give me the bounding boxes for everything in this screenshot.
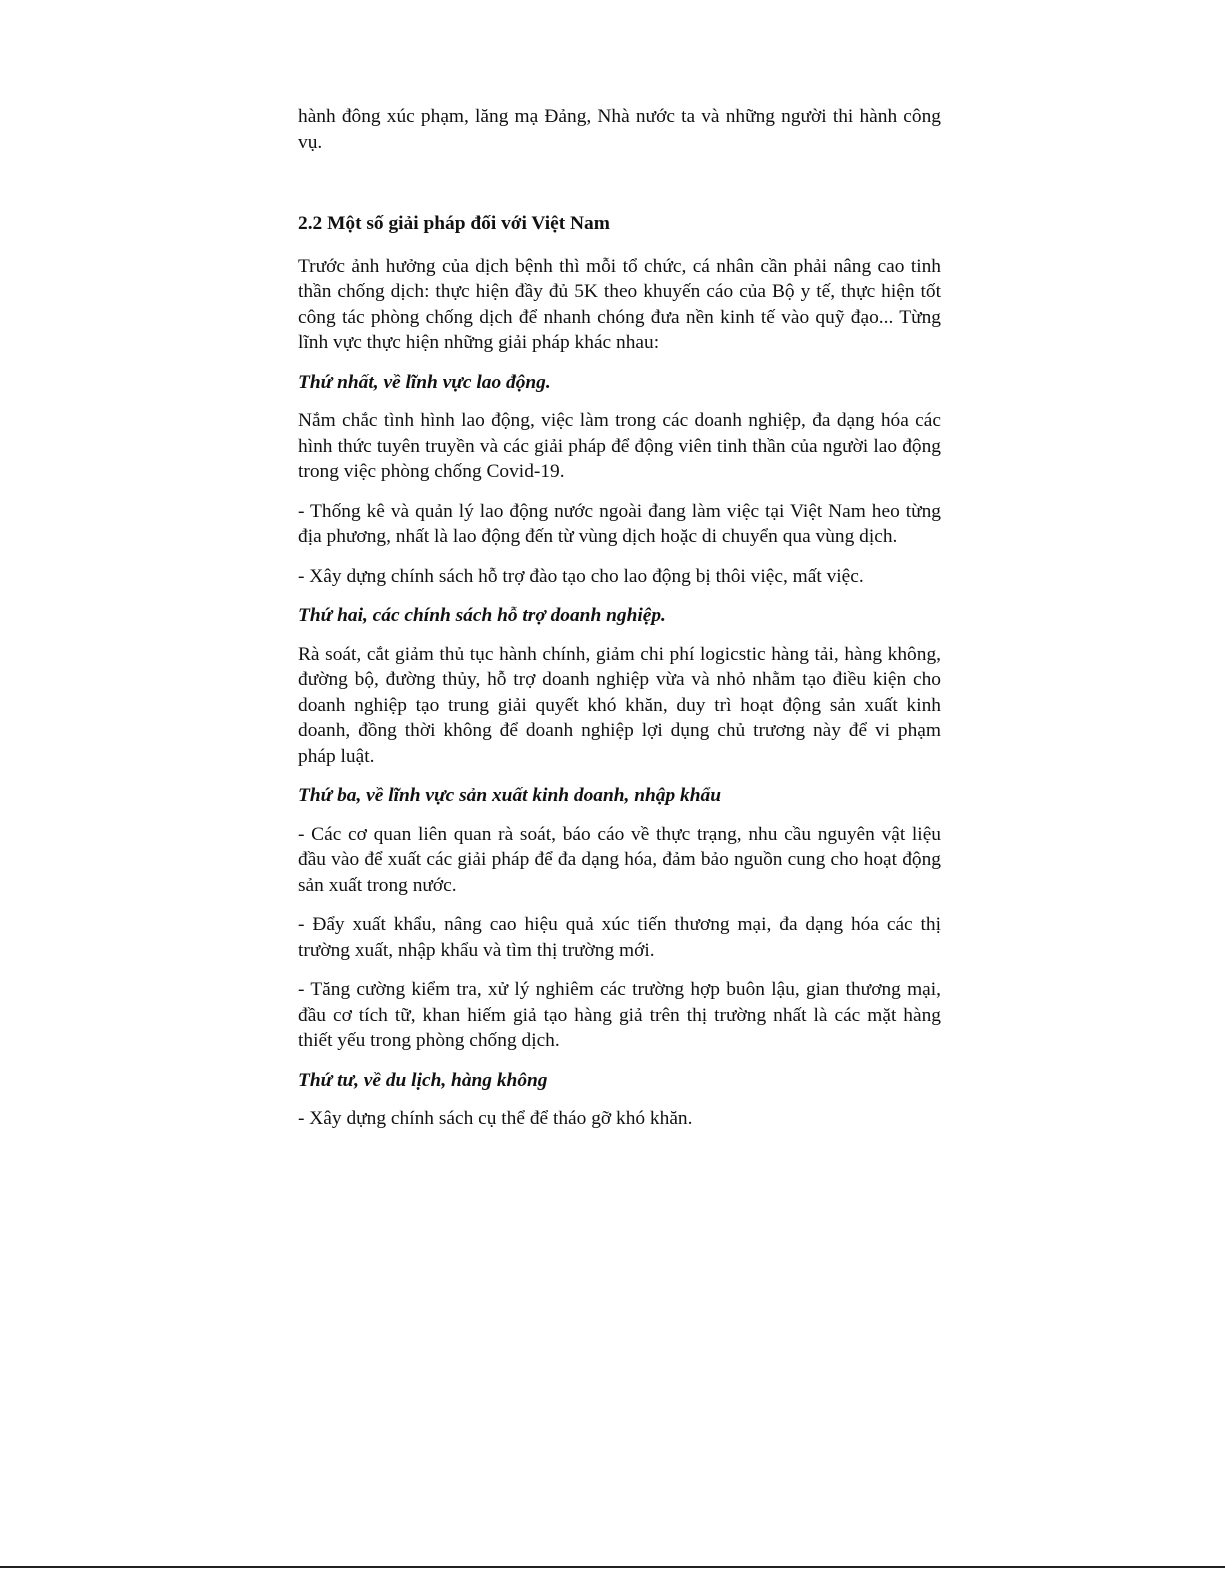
page-bottom-border: [0, 1566, 1225, 1568]
paragraph-production-1: - Các cơ quan liên quan rà soát, báo cáo về thực trạng, nhu cầu nguyên vật liệu đầu vào để xuất các giải pháp để đa dạng hóa, đảm bảo nguồn cung cho hoạt động sản xuất trong nước.: [298, 823, 941, 896]
intro-paragraph: Trước ảnh hưởng của dịch bệnh thì mỗi tổ chức, cá nhân cần phải nâng cao tinh thần chống dịch: thực hiện đầy đủ 5K theo khuyến cáo của Bộ y tế, thực hiện tốt công tác phòng chống dịch để nhanh chóng đưa nền kinh tế vào quỹ đạo... Từng lĩnh vực thực hiện những giải pháp khác nhau:: [298, 255, 941, 353]
subsection-title-production-import: Thứ ba, về lĩnh vực sản xuất kinh doanh, nhập khẩu: [298, 785, 722, 806]
subsection-title-business-support: Thứ hai, các chính sách hỗ trợ doanh nghiệp.: [298, 605, 666, 626]
paragraph-business-1: Rà soát, cắt giảm thủ tục hành chính, giảm chi phí logicstic hàng tải, hàng không, đường bộ, đường thủy, hỗ trợ doanh nghiệp vừa và nhỏ nhằm tạo điều kiện cho doanh nghiệp tạo trung giải quyết khó khăn, duy trì hoạt động sản xuất kinh doanh, đồng thời không để doanh nghiệp lợi dụng chủ trương này để vi phạm pháp luật.: [298, 643, 941, 767]
paragraph-labor-3: - Xây dựng chính sách hỗ trợ đào tạo cho lao động bị thôi việc, mất việc.: [298, 565, 864, 587]
subsection-title-labor: Thứ nhất, về lĩnh vực lao động.: [298, 371, 551, 393]
paragraph-labor-1: Nắm chắc tình hình lao động, việc làm trong các doanh nghiệp, đa dạng hóa các hình thức tuyên truyền và các giải pháp để động viên tinh thần của người lao động trong việc phòng chống Covid-19.: [298, 410, 941, 482]
paragraph-tourism-1: - Xây dựng chính sách cụ thể để tháo gỡ khó khăn.: [298, 1108, 693, 1129]
paragraph-production-3: - Tăng cường kiểm tra, xử lý nghiêm các trường hợp buôn lậu, gian thương mại, đầu cơ tích tữ, khan hiếm giả tạo hàng giả trên thị trường nhất là các mặt hàng thiết yếu trong phòng chống dịch.: [298, 979, 941, 1051]
page-body: [298, 104, 941, 1146]
subsection-title-tourism-aviation: Thứ tư, về du lịch, hàng không: [298, 1069, 548, 1091]
section-heading: 2.2 Một số giải pháp đối với Việt Nam: [298, 213, 610, 234]
continuation-paragraph: hành đông xúc phạm, lăng mạ Đảng, Nhà nước ta và những người thi hành công vụ.: [298, 106, 941, 153]
paragraph-labor-2: - Thống kê và quản lý lao động nước ngoài đang làm việc tại Việt Nam heo từng địa phương, nhất là lao động đến từ vùng dịch hoặc di chuyển qua vùng dịch.: [298, 500, 941, 547]
paragraph-production-2: - Đẩy xuất khẩu, nâng cao hiệu quả xúc tiến thương mại, đa dạng hóa các thị trường xuất, nhập khẩu và tìm thị trường mới.: [298, 914, 941, 961]
